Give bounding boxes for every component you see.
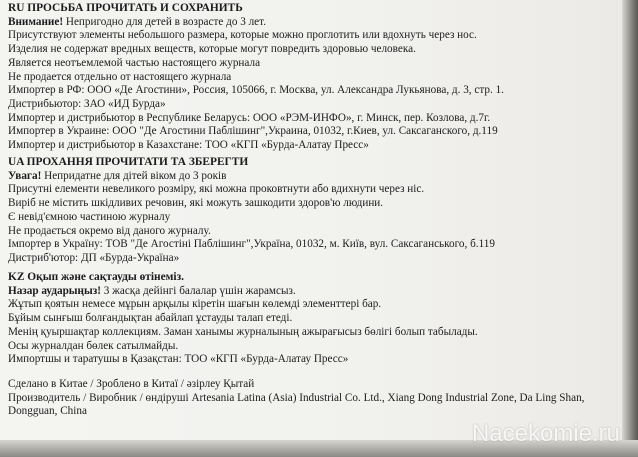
ru-line: Изделия не содержат вредных веществ, которые могут повредить здоровью человека.: [8, 43, 416, 56]
ru-line: Импортер и дистрибьютор в Республике Беларусь: ООО «РЭМ-ИНФО», г. Минск, пер. Козлова, д.7г.: [8, 111, 491, 124]
site-watermark: Nacekomie.ru: [471, 420, 620, 447]
ru-heading: RU ПРОСЬБА ПРОЧИТАТЬ И СОХРАНИТЬ: [8, 2, 243, 14]
ua-attention-text: Непридатне для дітей віком до 3 років: [41, 169, 227, 182]
ua-line: Не продається окремо від даного журналу.: [8, 224, 211, 237]
ru-line: Не продается отдельно от настоящего журнала: [8, 70, 232, 83]
kz-section: [8, 271, 620, 367]
kz-line: Бұйым сынғыш болғандықтан абайлап ұстауды талап етеді.: [8, 312, 293, 325]
origin-line: Dongguan, China: [8, 405, 87, 418]
ua-heading: UA ПРОХАННЯ ПРОЧИТАТИ ТА ЗБЕРЕГТИ: [8, 156, 249, 168]
ru-line: Является неотъемлемой частью настоящего журнала: [8, 56, 261, 69]
kz-line: Менің қуыршақтар коллекциям. Заман ханымы журналының ажырағысыз бөлігі болып табылады.: [8, 325, 478, 338]
kz-line: Осы журналдан бөлек сатылмайды.: [8, 339, 179, 352]
kz-attention-label: Назар аударыңыз!: [8, 284, 101, 297]
ru-line: Импортер в РФ: ООО «Де Агостини», Россия, 105066, г. Москва, ул. Александра Лукьянова, д. 3, стр. 1.: [8, 84, 504, 97]
ua-attention-label: Увага!: [8, 169, 42, 182]
kz-line: Жұтып қоятын немесе мұрын арқылы кіретін шағын көлемді элементтері бар.: [8, 298, 382, 311]
ru-attention: [8, 16, 620, 30]
origin-line: Сделано в Китае / Зроблено в Китаї / әзірлеу Қытай: [8, 378, 255, 390]
kz-attention: [8, 285, 620, 299]
ru-attention-label: Внимание!: [8, 15, 64, 28]
ua-section: [8, 156, 620, 266]
paper-edge-shadow: [622, 0, 638, 457]
ru-line: Присутствуют элементы небольшого размера, которые можно проглотить или вдохнуть через нос.: [8, 29, 477, 42]
kz-heading: KZ Оқып және сақтауды өтінеміз.: [8, 271, 185, 283]
ua-line: Імпортер в Україну: ТОВ "Де Агостіні Паблішинг",Україна, 01032, м. Київ, вул. Саксаганського, б.119: [8, 238, 495, 251]
ua-line: Є невід'ємною частиною журналу: [8, 210, 171, 223]
ua-line: Присутні елементи невеликого розміру, які можна проковтнути або вдихнути через ніс.: [8, 183, 425, 196]
ua-line: Дистриб'ютор: ДП «Бурда-Україна»: [8, 251, 180, 264]
ru-line: Дистрибьютор: ЗАО «ИД Бурда»: [8, 97, 166, 110]
origin-line: Производитель / Виробник / өндіруші Artesania Latina (Asia) Industrial Co. Ltd., Xiang Dong Industrial Zone, Da Ling Shan,: [8, 391, 585, 404]
ru-line: Импортер в Украине: ООО "Де Агостини Паблішинг",Украина, 01032, г.Киев, ул. Саксаганского, д.119: [8, 125, 498, 138]
ru-attention-text: Непригодно для детей в возрасте до 3 лет.: [63, 15, 266, 28]
kz-attention-text: 3 жасқа дейінгі балалар үшін жарамсыз.: [100, 284, 296, 297]
ua-line: Виріб не містить шкідливих речовин, які можуть зашкодити здоров'ю людини.: [8, 197, 384, 210]
ua-attention: [8, 170, 620, 184]
origin-section: [8, 378, 620, 419]
kz-line: Импортшы и таратушы в Қазақстан: ТОО «КГП «Бурда-Алатау Пресс»: [8, 353, 349, 366]
ru-section: [8, 2, 620, 153]
ru-line: Импортер и дистрибьютор в Казахстане: ТОО «КГП «Бурда-Алатау Пресс»: [8, 139, 369, 152]
